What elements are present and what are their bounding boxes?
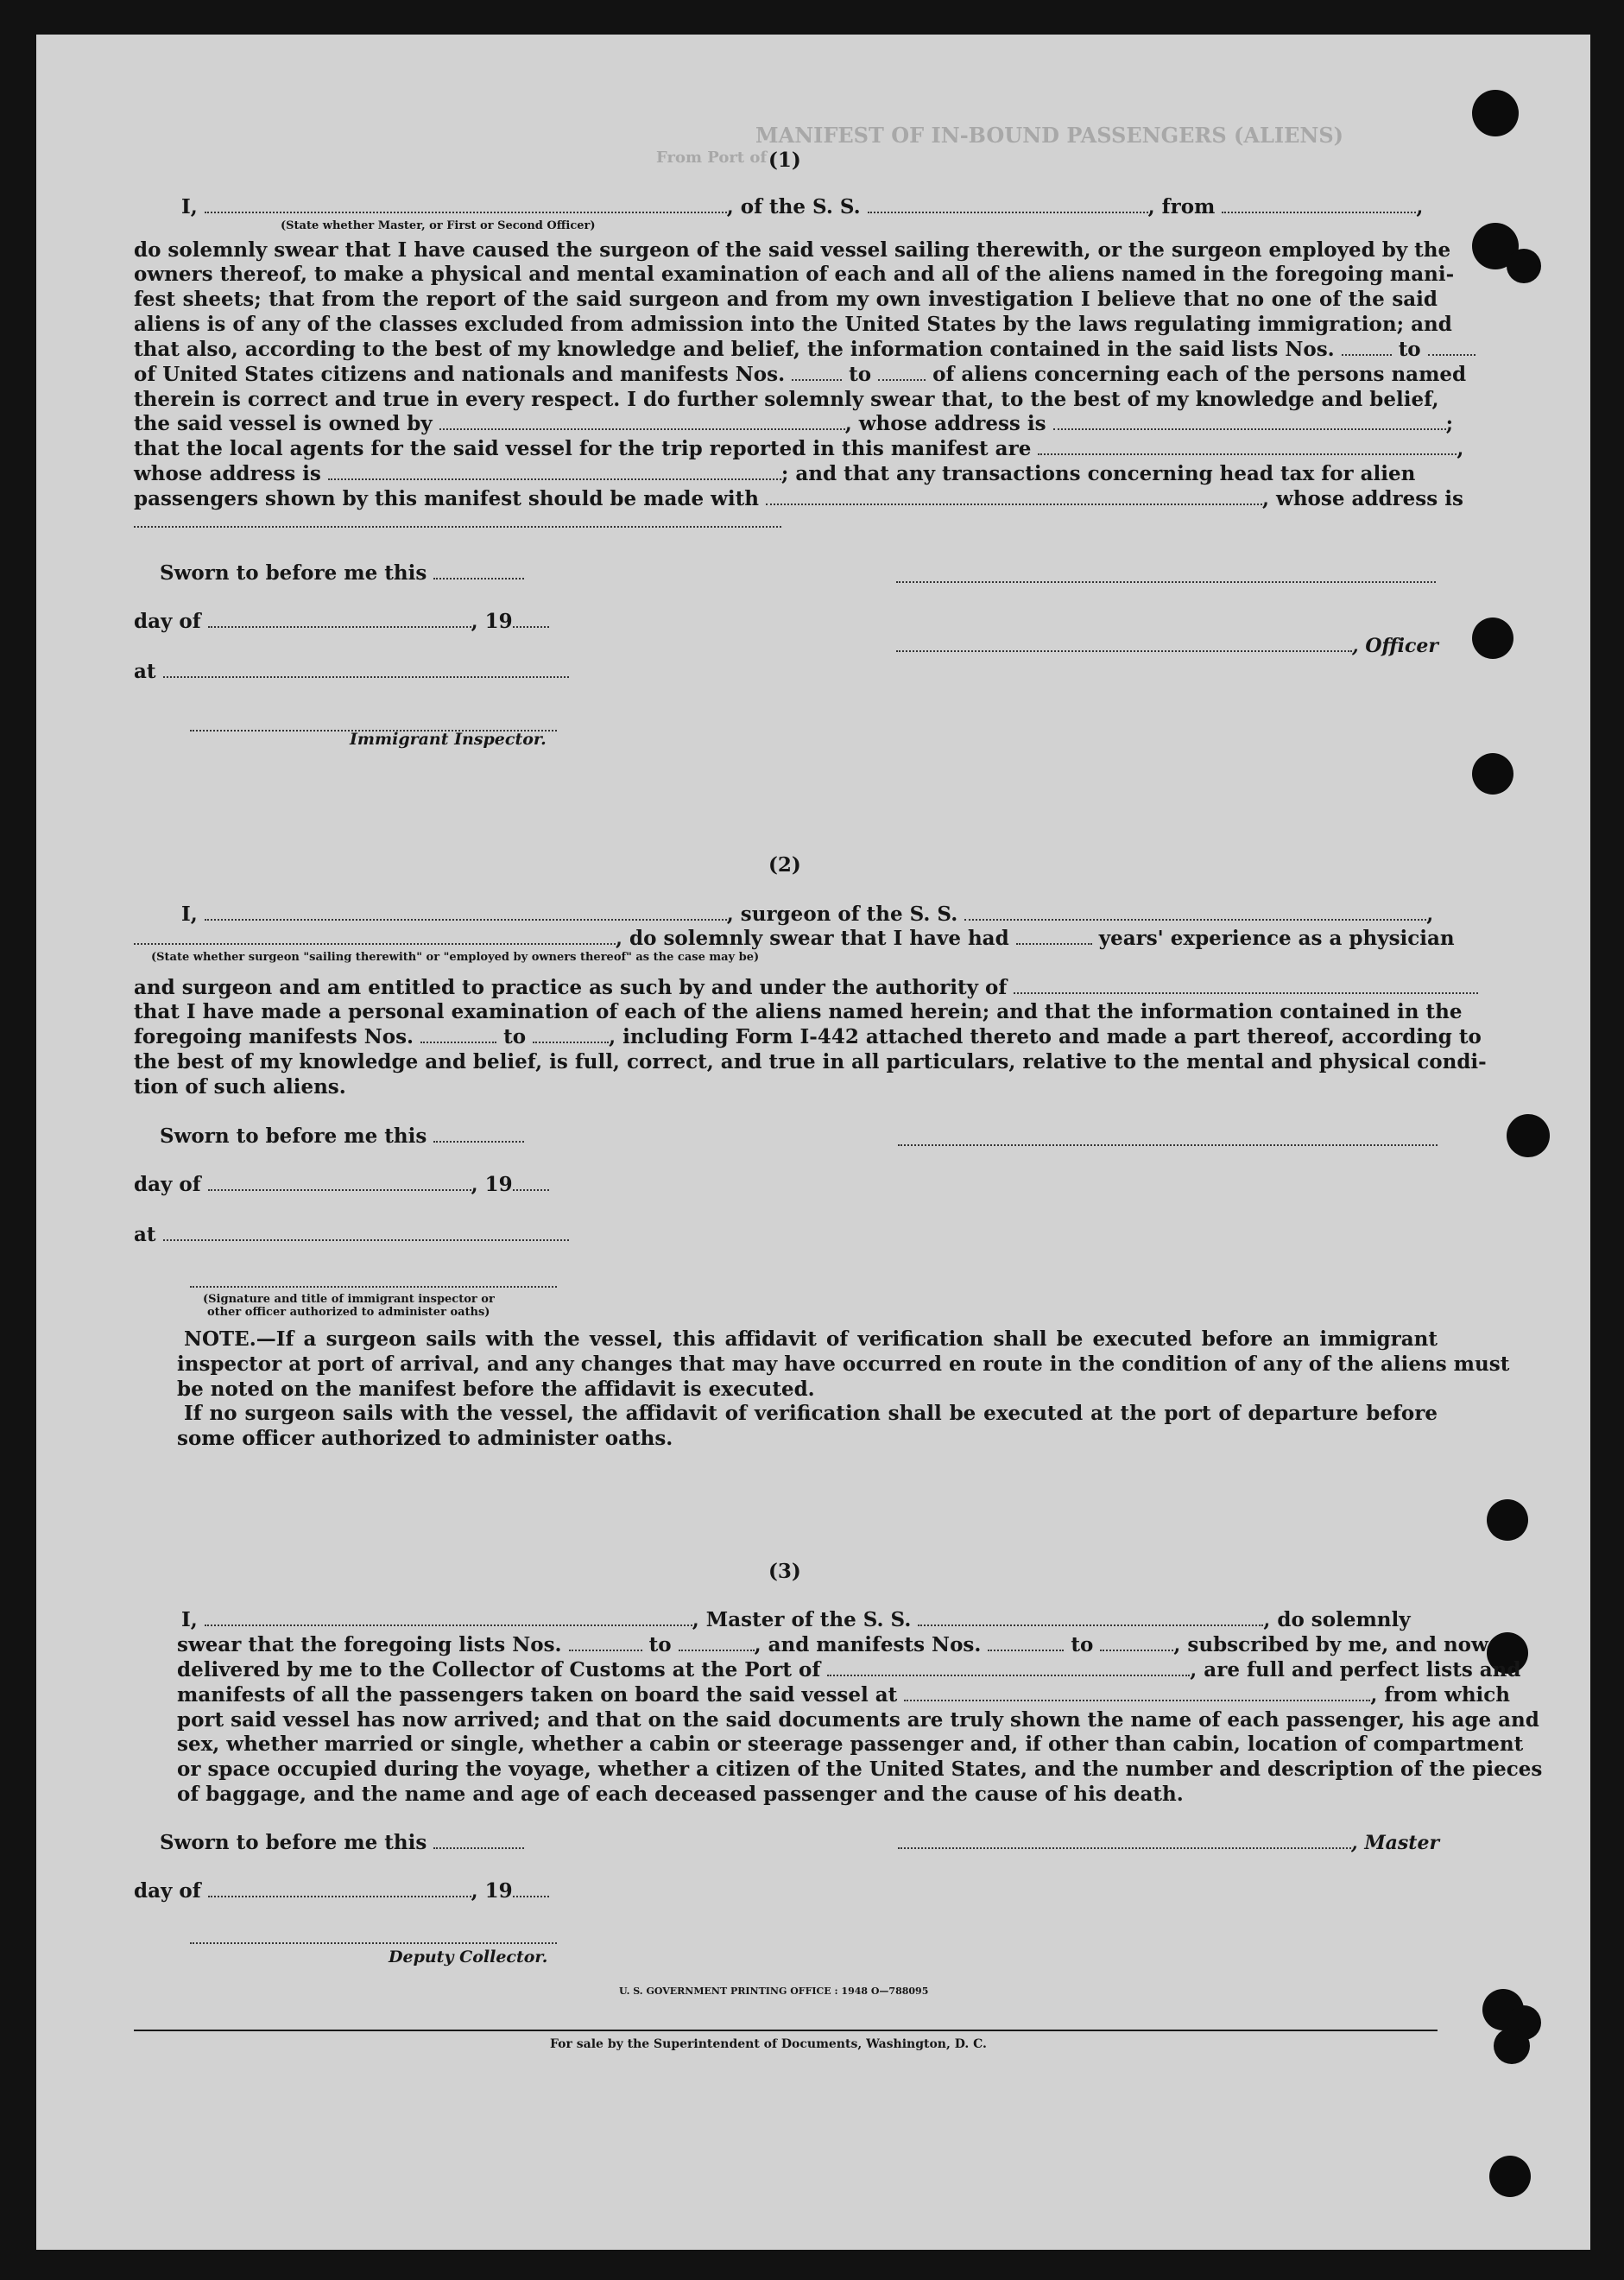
a3-month-field[interactable] — [208, 1889, 471, 1897]
surgeon-signature-field[interactable] — [898, 1137, 1438, 1146]
footer-rule — [134, 2030, 1438, 2031]
a2-line-6: the best of my knowledge and belief, is full, correct, and true in all particulars, relative to the mental and physical condi- — [134, 1050, 1487, 1074]
a1-day: day of , 19 — [134, 610, 549, 634]
a2-line-4: that I have made a personal examination of each of the aliens named herein; and that the information contained in the — [134, 1000, 1463, 1023]
a3-sworn: Sworn to before me this — [160, 1831, 524, 1855]
owner-address-field[interactable] — [1053, 421, 1446, 430]
manifests-to-field[interactable] — [878, 372, 926, 381]
a1-inspector-caption: Immigrant Inspector. — [350, 730, 547, 749]
a1-month-field[interactable] — [208, 619, 471, 628]
lists-from-field[interactable] — [1342, 347, 1392, 356]
a2-at: at — [134, 1223, 569, 1247]
a3-line-5: port said vessel has now arrived; and that on the said documents are truly shown the name of each passenger, his age and — [177, 1708, 1539, 1732]
a3-year-field[interactable] — [513, 1889, 549, 1897]
a2-vessel-field[interactable] — [964, 912, 1426, 921]
a3-line-4: manifests of all the passengers taken on board the said vessel at , from which — [177, 1683, 1511, 1707]
owner-field[interactable] — [439, 421, 845, 430]
surgeon-status-field[interactable] — [134, 936, 616, 945]
a1-at: at — [134, 660, 569, 684]
a3-collector-line — [190, 1926, 557, 1950]
a3-day: day of , 19 — [134, 1879, 549, 1903]
a1-place-field[interactable] — [163, 669, 569, 678]
a1-line-10: that the local agents for the said vessel for the trip reported in this manifest are , — [134, 437, 1464, 460]
practice-authority-field[interactable] — [1014, 985, 1478, 994]
master-title-field[interactable] — [205, 205, 727, 213]
boarding-port-field[interactable] — [904, 1693, 1370, 1701]
for-sale-notice: For sale by the Superintendent of Documents, Washington, D. C. — [550, 2037, 987, 2051]
a2-note-line-2: inspector at port of arrival, and any changes that may have occurred en route in the condition of any of the aliens must — [177, 1352, 1510, 1376]
a3-vessel-field[interactable] — [918, 1618, 1263, 1626]
a2-note-line-4: If no surgeon sails with the vessel, the affidavit of verification shall be executed at the port of departure before — [184, 1402, 1438, 1425]
a1-line-1: I, , of the S. S. , from , — [181, 195, 1424, 218]
a2-month-field[interactable] — [208, 1182, 471, 1191]
a2-day: day of , 19 — [134, 1173, 549, 1197]
a3-line-3: delivered by me to the Collector of Customs at the Port of , are full and perfect lists and — [177, 1658, 1521, 1682]
a2-signature-line — [898, 1128, 1438, 1152]
head-tax-contact-field[interactable] — [766, 497, 1262, 505]
punch-hole — [1472, 618, 1513, 659]
printing-office-imprint: U. S. GOVERNMENT PRINTING OFFICE : 1948 O—788095 — [619, 1986, 929, 1997]
a2-sig-note-1: (Signature and title of immigrant inspector or — [203, 1293, 495, 1306]
a1-officer-line: , Officer — [896, 634, 1438, 658]
a2-line-5: foregoing manifests Nos. to , including Form I-442 attached thereto and made a part thereof, according to — [134, 1025, 1482, 1048]
ghost-header-title: MANIFEST OF IN-BOUND PASSENGERS (ALIENS) — [755, 123, 1344, 148]
a3-line-7: or space occupied during the voyage, whether a citizen of the United States, and the number and description of the pieces — [177, 1758, 1543, 1781]
a1-line-9: the said vessel is owned by , whose address is ; — [134, 412, 1454, 435]
a1-line-2: do solemnly swear that I have caused the surgeon of the said vessel sailing therewith, or the surgeon employed by the — [134, 238, 1451, 262]
a2-year-field[interactable] — [513, 1182, 549, 1191]
from-port-field[interactable] — [1222, 205, 1416, 213]
head-tax-address-field[interactable] — [134, 519, 781, 528]
a1-officer-name-field[interactable] — [896, 643, 1352, 652]
surgeon-name-field[interactable] — [205, 912, 727, 921]
ghost-header-subtitle: From Port of — [656, 149, 768, 167]
a2-status-note: (State whether surgeon "sailing therewith" or "employed by owners thereof" as the case may be) — [151, 951, 760, 964]
a2-note-line-3: be noted on the manifest before the affidavit is executed. — [177, 1378, 815, 1401]
a2-manifests-to-field[interactable] — [533, 1035, 609, 1043]
agents-address-field[interactable] — [328, 472, 781, 480]
a1-title-note: (State whether Master, or First or Second Officer) — [281, 219, 596, 232]
a2-inspector-signature-field[interactable] — [190, 1279, 557, 1288]
a1-line-6: that also, according to the best of my knowledge and belief, the information contained in the said lists Nos. to — [134, 338, 1476, 362]
years-experience-field[interactable] — [1016, 936, 1092, 945]
punch-hole — [1507, 249, 1541, 283]
a3-master-name-field[interactable] — [205, 1618, 692, 1626]
punch-hole — [1472, 753, 1513, 795]
a1-line-12: passengers shown by this manifest should be made with , whose address is — [134, 487, 1463, 510]
lists-to-field[interactable] — [1428, 347, 1476, 356]
a3-line-2: swear that the foregoing lists Nos. to , and manifests Nos. to , subscribed by me, and now — [177, 1633, 1488, 1656]
a2-sworn-date-field[interactable] — [433, 1134, 524, 1143]
section-number-3: (3) — [768, 1560, 801, 1583]
a1-sworn: Sworn to before me this — [160, 561, 524, 586]
a2-note-line-5: some officer authorized to administer oaths. — [177, 1427, 673, 1450]
a1-line-3: owners thereof, to make a physical and mental examination of each and all of the aliens named in the foregoing mani- — [134, 263, 1455, 286]
a3-manifests-to-field[interactable] — [1100, 1643, 1173, 1651]
section-number-1: (1) — [768, 149, 801, 172]
punch-hole — [1487, 1499, 1528, 1541]
a2-place-field[interactable] — [163, 1232, 569, 1241]
a1-line-11: whose address is ; and that any transactions concerning head tax for alien — [134, 462, 1416, 485]
a1-officer-signature-field[interactable] — [896, 574, 1436, 583]
a2-sworn: Sworn to before me this — [160, 1124, 524, 1149]
a3-line-1: I, , Master of the S. S. , do solemnly — [181, 1608, 1411, 1631]
master-signature-field[interactable] — [898, 1840, 1351, 1849]
a2-line-1: I, , surgeon of the S. S. , — [181, 902, 1434, 926]
a3-line-6: sex, whether married or single, whether a cabin or steerage passenger and, if other than cabin, location of compartment — [177, 1732, 1524, 1756]
a1-signature-officer — [896, 565, 1436, 589]
collector-signature-field[interactable] — [190, 1935, 557, 1944]
a3-lists-from-field[interactable] — [569, 1643, 642, 1651]
local-agents-field[interactable] — [1038, 446, 1457, 455]
a1-line-13 — [134, 510, 781, 534]
collector-port-field[interactable] — [827, 1668, 1190, 1676]
a2-line-2: , do solemnly swear that I have had years' experience as a physician — [134, 927, 1455, 951]
a2-note-line-1: NOTE.—If a surgeon sails with the vessel, this affidavit of verification shall be executed before an immigrant — [184, 1327, 1438, 1351]
a1-line-5: aliens is of any of the classes excluded from admission into the United States by the laws regulating immigration; and — [134, 313, 1452, 336]
a1-line-8: therein is correct and true in every respect. I do further solemnly swear that, to the best of my knowledge and belief, — [134, 388, 1439, 411]
a2-line-3: and surgeon and am entitled to practice as such by and under the authority of — [134, 976, 1478, 1000]
punch-hole — [1494, 2028, 1530, 2064]
vessel-name-field[interactable] — [868, 205, 1148, 213]
punch-hole — [1507, 1114, 1550, 1157]
a1-year-field[interactable] — [513, 619, 549, 628]
punch-hole — [1472, 90, 1519, 136]
manifests-from-field[interactable] — [792, 372, 842, 381]
a2-inspector-line — [190, 1270, 557, 1294]
section-number-2: (2) — [768, 853, 801, 877]
a3-collector-caption: Deputy Collector. — [389, 1948, 548, 1966]
a2-manifests-from-field[interactable] — [420, 1035, 496, 1043]
a3-lists-to-field[interactable] — [679, 1643, 755, 1651]
a3-sworn-date-field[interactable] — [433, 1840, 524, 1849]
a1-sworn-date-field[interactable] — [433, 571, 524, 580]
a3-master-line: , Master — [898, 1831, 1439, 1855]
a3-line-8: of baggage, and the name and age of each deceased passenger and the cause of his death. — [177, 1783, 1184, 1806]
a1-line-7: of United States citizens and nationals and manifests Nos. to of aliens concerning each of the persons named — [134, 363, 1467, 386]
a3-manifests-from-field[interactable] — [988, 1643, 1064, 1651]
a1-line-4: fest sheets; that from the report of the said surgeon and from my own investigation I believe that no one of the said — [134, 288, 1438, 311]
a2-sig-note-2: other officer authorized to administer oaths) — [207, 1306, 490, 1319]
a2-line-7: tion of such aliens. — [134, 1075, 346, 1099]
punch-hole — [1489, 2156, 1531, 2197]
